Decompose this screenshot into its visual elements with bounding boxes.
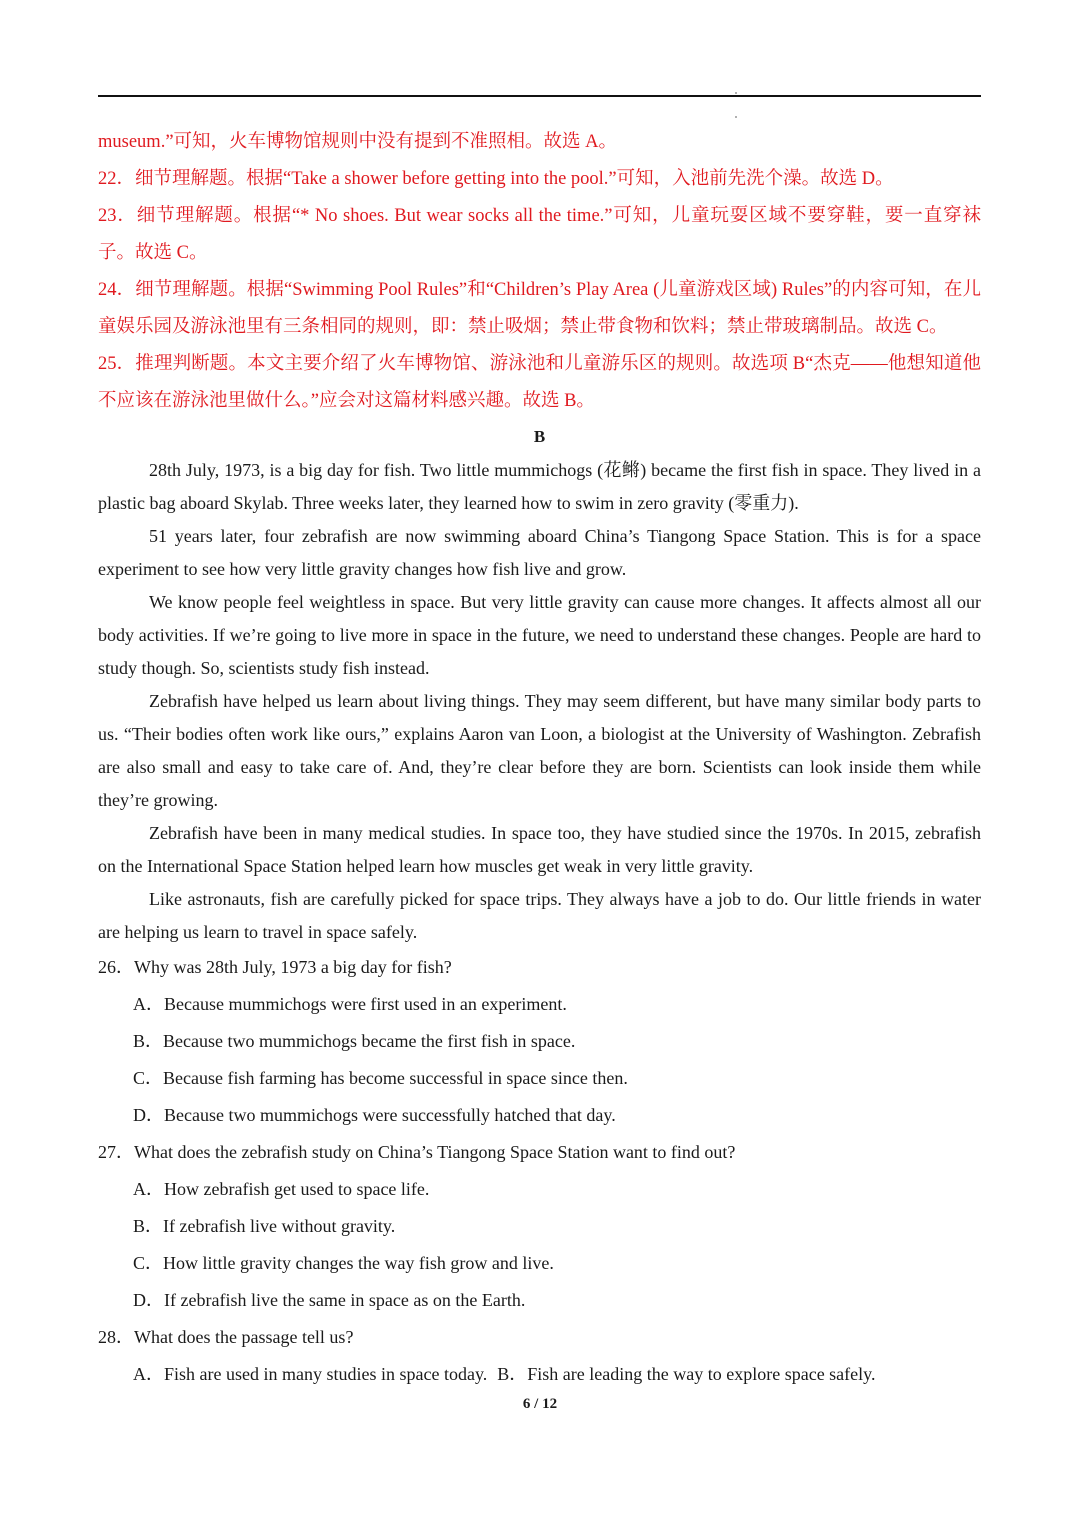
answer-21-continued: museum.”可知，火车博物馆规则中没有提到不准照相。故选 A。 [98,132,618,152]
reading-passage [98,454,981,949]
option-d: D．Because two mummichogs were successfully hatched that day. [133,1105,616,1125]
section-title: B [533,427,546,446]
passage-paragraph-3: We know people feel weightless in space. But very little gravity can cause more changes. It affects almost all our body activities. If we’re going to live more in space in the future, we need to understand these changes. People are hard to study though. So, scientists study fish instead. [98,592,981,678]
page-number: 6 / 12 [522,1396,558,1412]
option-b: B．If zebrafish live without gravity. [133,1216,396,1236]
option-b: B．Fish are leading the way to explore space safely. [497,1364,876,1384]
option-a: A．Because mummichogs were first used in an experiment. [133,994,567,1014]
question-27 [98,1134,981,1319]
options-row [98,1356,981,1393]
answer-23: 23．细节理解题。根据“* No shoes. But wear socks all the time.”可知，儿童玩耍区域不要穿鞋，要一直穿袜子。故选 C。 [98,206,981,263]
option-c: C．How little gravity changes the way fish grow and live. [133,1253,554,1273]
passage-paragraph-4: Zebrafish have helped us learn about living things. They may seem different, but have many similar body parts to us. “Their bodies often work like ours,” explains Aaron van Loon, a biologist at the University of Washington. Zebrafish are also small and easy to take care of. And, they’re clear before they are born. Scientists can look inside them while they’re growing. [98,691,981,810]
passage-paragraph-6: Like astronauts, fish are carefully picked for space trips. They always have a job to do. Our little friends in water are helping us learn to travel in space safely. [98,889,981,942]
passage-paragraph-2: 51 years later, four zebrafish are now swimming aboard China’s Tiangong Space Station. This is for a space experiment to see how very little gravity changes how fish live and grow. [98,526,981,579]
question-stem: 27．What does the zebrafish study on China’s Tiangong Space Station want to find out? [98,1142,736,1162]
option-d: D．If zebrafish live the same in space as on the Earth. [133,1290,526,1310]
option-a: A．How zebrafish get used to space life. [133,1179,430,1199]
answer-25: 25．推理判断题。本文主要介绍了火车博物馆、游泳池和儿童游乐区的规则。故选项 B“杰克——他想知道他不应该在游泳池里做什么。”应会对这篇材料感兴趣。故选 B。 [98,354,981,411]
header-rule [98,95,981,97]
answer-24: 24．细节理解题。根据“Swimming Pool Rules”和“Children’s Play Area (儿童游戏区域) Rules”的内容可知，在儿童娱乐园及游泳池里有三条相同的规则，即：禁止吸烟；禁止带食物和饮料；禁止带玻璃制品。故选 C。 [98,280,981,337]
scan-speck [735,116,737,118]
passage-paragraph-5: Zebrafish have been in many medical studies. In space too, they have studied since the 1970s. In 2015, zebrafish on the International Space Station helped learn how muscles get weak in very little gravity. [98,823,981,876]
question-stem: 28．What does the passage tell us? [98,1327,354,1347]
option-b: B．Because two mummichogs became the first fish in space. [133,1031,576,1051]
answer-explanations [98,124,981,420]
page-content [98,124,981,1393]
scan-speck [735,92,737,94]
question-stem: 26．Why was 28th July, 1973 a big day for fish? [98,957,452,977]
passage-paragraph-1: 28th July, 1973, is a big day for fish. Two little mummichogs (花鳉) became the first fish in space. They lived in a plastic bag aboard Skylab. Three weeks later, they learned how to swim in zero gravity (零重力). [98,460,981,513]
option-c: C．Because fish farming has become successful in space since then. [133,1068,628,1088]
option-a: A．Fish are used in many studies in space today. [133,1364,488,1384]
question-28 [98,1319,981,1393]
answer-22: 22．细节理解题。根据“Take a shower before getting into the pool.”可知，入池前先洗个澡。故选 D。 [98,169,894,189]
question-26 [98,949,981,1134]
